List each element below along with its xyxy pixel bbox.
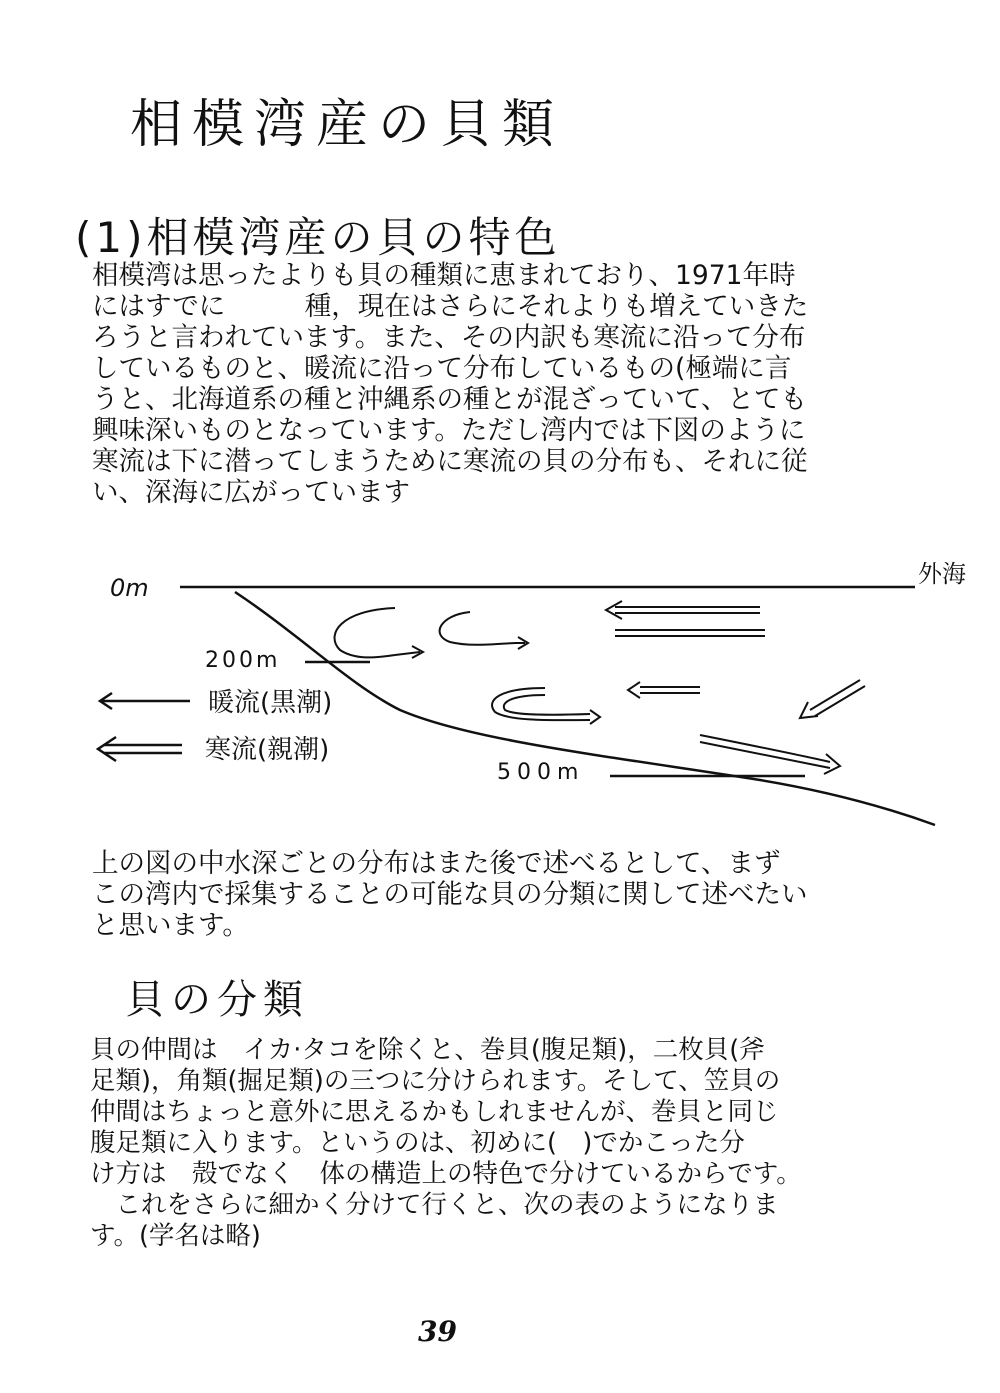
- paragraph-line: 相模湾は思ったよりも貝の種類に恵まれており、1971年時: [92, 260, 796, 291]
- deep-current-arrows: [700, 735, 840, 774]
- paragraph-line: 興味深いものとなっています。ただし湾内では下図のように: [92, 415, 806, 446]
- features-paragraph: [92, 260, 808, 508]
- paragraph-line: 足類)，角類(掘足類)の三つに分けられます。そして、笠貝の: [90, 1066, 781, 1096]
- paragraph-line: け方は 殻でなく 体の構造上の特色で分けているからです。: [90, 1159, 802, 1189]
- depth-label-500m: 500m: [497, 760, 585, 785]
- paragraph-line: す。(学名は略): [90, 1221, 261, 1251]
- paragraph-line: にはすでに 種，現在はさらにそれよりも増えていきた: [92, 291, 809, 322]
- paragraph-line: 上の図の中水深ごとの分布はまた後で述べるとして、まず: [92, 848, 781, 879]
- open-sea-label: 外海: [918, 560, 966, 588]
- depth-label-0m: 0m: [110, 574, 149, 602]
- paragraph-line: うと、北海道系の種と沖縄系の種とが混ざっていて、とても: [92, 384, 807, 415]
- eddy-arrows-upper: [335, 608, 528, 658]
- paragraph-line: と思います。: [92, 910, 249, 941]
- paragraph-line: 仲間はちょっと意外に思えるかもしれませんが、巻貝と同じ: [90, 1097, 779, 1127]
- paragraph-line: 寒流は下に潜ってしまうために寒流の貝の分布も、それに従: [92, 446, 808, 477]
- paragraph-line: これをさらに細かく分けて行くと、次の表のようになりま: [90, 1190, 779, 1220]
- seafloor-slope: [235, 592, 935, 825]
- surface-current-arrows: [606, 601, 765, 636]
- mid-depth-current-arrows: [492, 680, 865, 724]
- section-heading-features: (1)相模湾産の貝の特色: [75, 213, 561, 262]
- paragraph-line: い、深海に広がっています: [92, 477, 410, 508]
- paragraph-line: 貝の仲間は イカ·タコを除くと、巻貝(腹足類)，二枚貝(斧: [90, 1035, 765, 1065]
- cold-current-legend-label: 寒流(親潮): [205, 735, 330, 765]
- page-number: 39: [418, 1315, 457, 1348]
- diagram-followup-paragraph: [92, 848, 808, 941]
- paragraph-line: ろうと言われています。また、その内訳も寒流に沿って分布: [92, 322, 806, 353]
- warm-current-legend-label: 暖流(黒潮): [208, 688, 333, 718]
- current-depth-diagram: [0, 540, 1000, 840]
- paragraph-line: この湾内で採集することの可能な貝の分類に関して述べたい: [92, 879, 808, 910]
- section-heading-classification: 貝の分類: [125, 977, 309, 1023]
- paragraph-line: 腹足類に入ります。というのは、初めに( )でかこった分: [90, 1128, 745, 1158]
- classification-paragraph: [90, 1035, 802, 1252]
- page-title: 相模湾産の貝類: [130, 95, 565, 155]
- paragraph-line: しているものと、暖流に沿って分布しているもの(極端に言: [92, 353, 792, 384]
- depth-label-200m: 200m: [205, 648, 281, 673]
